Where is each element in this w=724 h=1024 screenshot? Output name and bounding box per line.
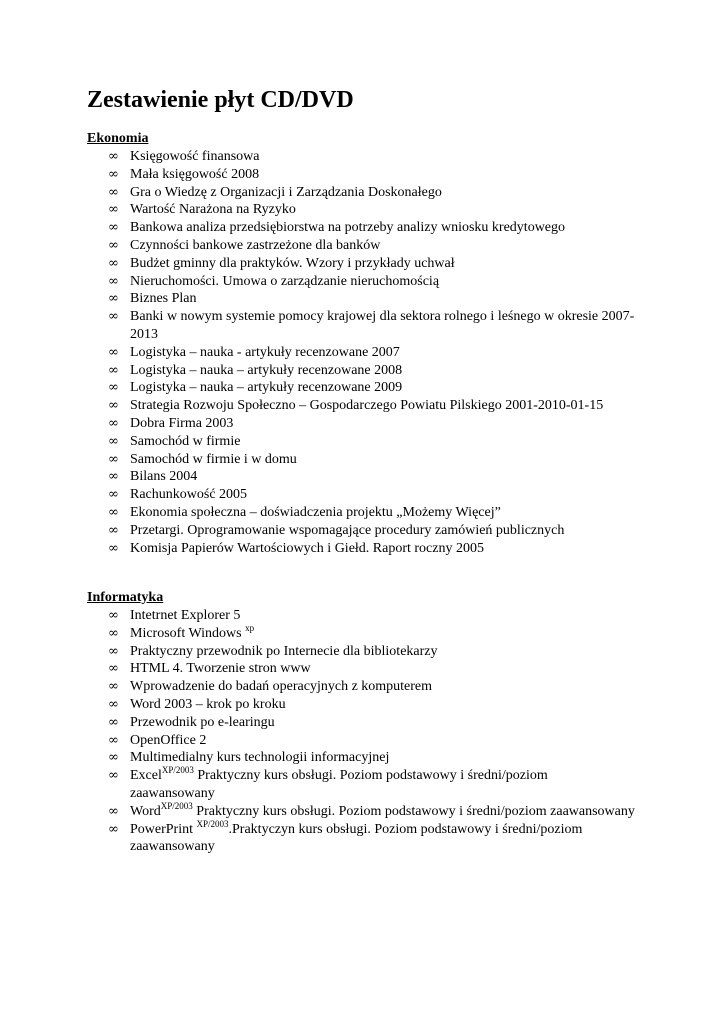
infinity-bullet-icon: ∞: [108, 433, 119, 449]
list-item: [87, 237, 635, 255]
infinity-bullet-icon: ∞: [108, 398, 119, 414]
list-item: [87, 767, 635, 803]
list-item-text: Praktyczny przewodnik po Internecie dla bibliotekarzy: [130, 643, 438, 659]
list-item: [87, 607, 635, 625]
infinity-bullet-icon: ∞: [108, 679, 119, 695]
list-item-text: Wartość Narażona na Ryzyko: [130, 202, 296, 218]
list-item-text: Wprowadzenie do badań operacyjnych z komputerem: [130, 679, 433, 695]
list-item: [87, 622, 635, 643]
infinity-bullet-icon: ∞: [108, 255, 119, 271]
list-item: [87, 451, 635, 469]
list-item-text: Bankowa analiza przedsiębiorstwa na potrzeby analizy wniosku kredytowego: [130, 220, 566, 236]
list-item: [87, 468, 635, 486]
list-item: [87, 201, 635, 219]
infinity-bullet-icon: ∞: [108, 309, 119, 325]
list-item-text: HTML 4. Tworzenie stron www: [130, 661, 311, 677]
list-item-text: PowerPrint: [130, 821, 197, 837]
list-item-text: Budżet gminny dla praktyków. Wzory i przykłady uchwał: [130, 255, 455, 271]
list-item-text: Bilans 2004: [130, 469, 198, 485]
list-item-text: Excel: [130, 768, 162, 784]
infinity-bullet-icon: ∞: [108, 821, 119, 837]
infinity-bullet-icon: ∞: [108, 149, 119, 164]
section-informatics: [87, 589, 687, 856]
list-item-text: Logistyka – nauka – artykuły recenzowane 2009: [130, 380, 403, 396]
list-item: [87, 255, 635, 273]
infinity-bullet-icon: ∞: [108, 625, 119, 641]
infinity-bullet-icon: ∞: [108, 504, 119, 520]
list-item: [87, 308, 635, 344]
list-item: [87, 415, 635, 433]
list-item-superscript: XP/2003: [161, 765, 194, 776]
list-item-text: Czynności bankowe zastrzeżone dla banków: [130, 237, 381, 253]
infinity-bullet-icon: ∞: [108, 291, 119, 307]
list-item-text: Mała księgowość 2008: [130, 166, 260, 182]
economics-list: [87, 148, 687, 557]
list-item-text: Microsoft Windows: [130, 625, 246, 641]
informatics-list: [87, 607, 687, 856]
infinity-bullet-icon: ∞: [108, 415, 119, 431]
list-item-text: Samochód w firmie i w domu: [130, 451, 297, 467]
list-item-superscript: xp: [245, 622, 255, 633]
section-economics: [87, 130, 687, 557]
list-item: [87, 540, 635, 558]
list-item: [87, 273, 635, 291]
infinity-bullet-icon: ∞: [108, 487, 119, 503]
list-item-text: Banki w nowym systemie pomocy krajowej dla sektora rolnego i leśnego w okresie 2007-2013: [130, 309, 635, 342]
infinity-bullet-icon: ∞: [108, 714, 119, 730]
list-item: [87, 800, 635, 821]
list-item-text: Gra o Wiedzę z Organizacji i Zarządzania Doskonałego: [130, 184, 442, 200]
list-item-text: Rachunkowość 2005: [130, 487, 248, 503]
list-item-text: Intetrnet Explorer 5: [130, 608, 241, 623]
infinity-bullet-icon: ∞: [108, 608, 119, 623]
list-item: [87, 290, 635, 308]
list-item-text: Przetargi. Oprogramowanie wspomagające procedury zamówień publicznych: [130, 522, 565, 538]
infinity-bullet-icon: ∞: [108, 202, 119, 218]
section-heading-informatics: Informatyka: [87, 590, 164, 605]
list-item: [87, 379, 635, 397]
list-item-text: Przewodnik po e-learingu: [130, 714, 275, 730]
list-item: [87, 148, 635, 166]
infinity-bullet-icon: ∞: [108, 661, 119, 677]
infinity-bullet-icon: ∞: [108, 696, 119, 712]
list-item-text: Samochód w firmie: [130, 433, 241, 449]
list-item: [87, 397, 635, 415]
infinity-bullet-icon: ∞: [108, 184, 119, 200]
list-item-text: Ekonomia społeczna – doświadczenia projektu „Możemy Więcej”: [130, 504, 501, 520]
list-item: [87, 362, 635, 380]
list-item: [87, 660, 635, 678]
list-item-text: Biznes Plan: [130, 291, 197, 307]
list-item: [87, 522, 635, 540]
list-item: [87, 433, 635, 451]
list-item-text: Księgowość finansowa: [130, 149, 260, 164]
infinity-bullet-icon: ∞: [108, 803, 119, 819]
list-item: [87, 184, 635, 202]
infinity-bullet-icon: ∞: [108, 380, 119, 396]
infinity-bullet-icon: ∞: [108, 750, 119, 766]
list-item-text-continued: Praktyczny kurs obsługi. Poziom podstawowy i średni/poziom zaawansowany: [192, 803, 635, 819]
document-title: Zestawienie płyt CD/DVD: [87, 87, 354, 113]
list-item: [87, 504, 635, 522]
list-item-text: Dobra Firma 2003: [130, 415, 234, 431]
list-item: [87, 696, 635, 714]
infinity-bullet-icon: ∞: [108, 237, 119, 253]
list-item-superscript: XP/2003: [160, 800, 193, 811]
list-item: [87, 166, 635, 184]
infinity-bullet-icon: ∞: [108, 344, 119, 360]
list-item-superscript: XP/2003: [196, 818, 229, 829]
list-item-text: OpenOffice 2: [130, 732, 207, 748]
infinity-bullet-icon: ∞: [108, 451, 119, 467]
list-item: [87, 486, 635, 504]
list-item-text: Word 2003 – krok po kroku: [130, 696, 286, 712]
list-item-text: Komisja Papierów Wartościowych i Giełd. Raport roczny 2005: [130, 540, 484, 556]
infinity-bullet-icon: ∞: [108, 166, 119, 182]
infinity-bullet-icon: ∞: [108, 469, 119, 485]
infinity-bullet-icon: ∞: [108, 643, 119, 659]
infinity-bullet-icon: ∞: [108, 220, 119, 236]
list-item: [87, 678, 635, 696]
list-item-text: Logistyka – nauka - artykuły recenzowane 2007: [130, 344, 400, 360]
list-item-text-continued: .Praktyczyn kurs obsługi. Poziom podstawowy i średni/poziom zaawansowany: [130, 821, 583, 855]
infinity-bullet-icon: ∞: [108, 540, 119, 556]
list-item-text: Logistyka – nauka – artykuły recenzowane 2008: [130, 362, 403, 378]
list-item-text: Strategia Rozwoju Społeczno – Gospodarczego Powiatu Pilskiego 2001-2010-01-15: [130, 398, 604, 414]
list-item: [87, 219, 635, 237]
list-item: [87, 344, 635, 362]
section-heading-economics: Ekonomia: [87, 131, 149, 146]
list-item-text-continued: Praktyczny kurs obsługi. Poziom podstawowy i średni/poziom zaawansowany: [130, 768, 548, 801]
list-item: [87, 714, 635, 732]
list-item: [87, 643, 635, 661]
list-item-text: Multimedialny kurs technologii informacyjnej: [130, 750, 390, 766]
infinity-bullet-icon: ∞: [108, 362, 119, 378]
infinity-bullet-icon: ∞: [108, 732, 119, 748]
list-item: [87, 732, 635, 750]
list-item: [87, 818, 635, 857]
infinity-bullet-icon: ∞: [108, 273, 119, 289]
infinity-bullet-icon: ∞: [108, 522, 119, 538]
list-item-text: Nieruchomości. Umowa o zarządzanie nieruchomością: [130, 273, 440, 289]
infinity-bullet-icon: ∞: [108, 768, 119, 784]
list-item-text: Word: [130, 803, 161, 819]
